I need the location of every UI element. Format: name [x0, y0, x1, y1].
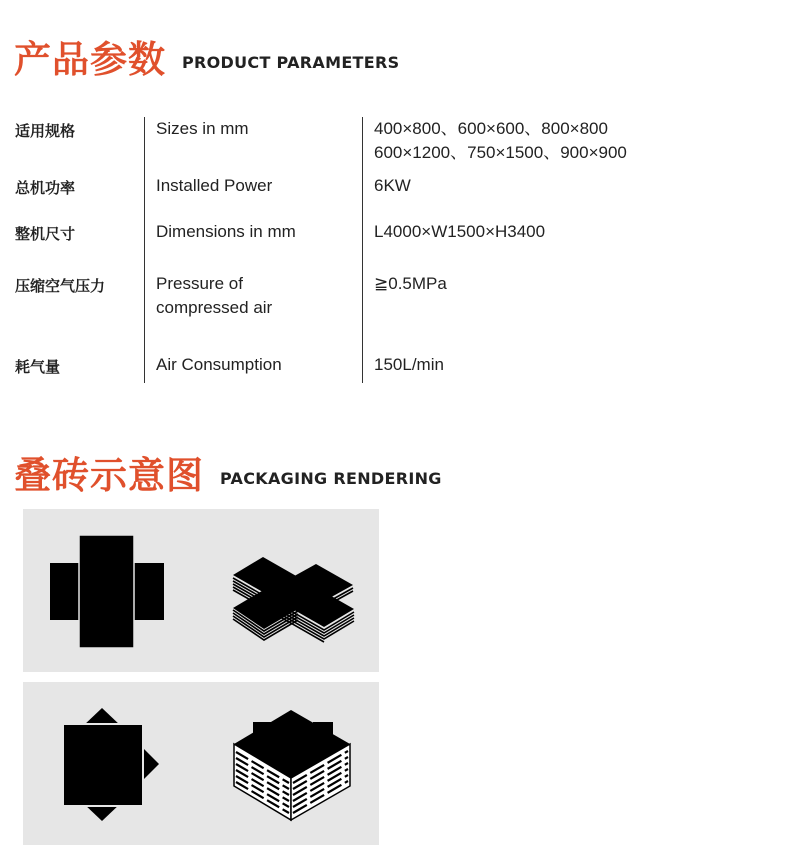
rect-isometric-stack-icon: [233, 557, 354, 642]
label-cn: 耗气量: [15, 358, 61, 376]
column-divider: [144, 117, 145, 383]
title-en: PACKAGING RENDERING: [220, 469, 442, 488]
title-en: PRODUCT PARAMETERS: [182, 53, 400, 72]
value: L4000×W1500×H3400: [374, 222, 546, 241]
section-title-params: [14, 40, 399, 80]
value: 6KW: [374, 176, 411, 195]
packaging-panel-rectangular: [23, 509, 379, 672]
rect-stacking-diagram: [23, 509, 379, 672]
packaging-panel-square: [23, 682, 379, 845]
label-en: Pressure of compressed air: [156, 274, 273, 317]
label-cn: 总机功率: [15, 179, 76, 197]
square-stacking-diagram: [23, 682, 379, 845]
value: ≧0.5MPa: [374, 274, 447, 293]
rect-top-view-icon: [50, 535, 164, 648]
label-en: Dimensions in mm: [156, 222, 296, 241]
value: 150L/min: [374, 355, 444, 374]
square-top-view-icon: [63, 708, 159, 821]
label-cn: 整机尺寸: [15, 225, 76, 243]
label-cn: 适用规格: [15, 122, 76, 140]
column-divider: [362, 117, 363, 383]
title-cn: 叠砖示意图: [14, 454, 204, 497]
label-en: Sizes in mm: [156, 119, 249, 138]
label-en: Air Consumption: [156, 355, 282, 374]
section-title-packaging: [14, 456, 442, 496]
label-cn: 压缩空气压力: [15, 277, 106, 295]
parameters-table: [0, 117, 790, 383]
label-en: Installed Power: [156, 176, 273, 195]
square-isometric-stack-icon: [234, 710, 350, 820]
title-cn: 产品参数: [14, 38, 166, 81]
value: 400×800、600×600、800×800 600×1200、750×1500、900×900: [374, 119, 627, 162]
